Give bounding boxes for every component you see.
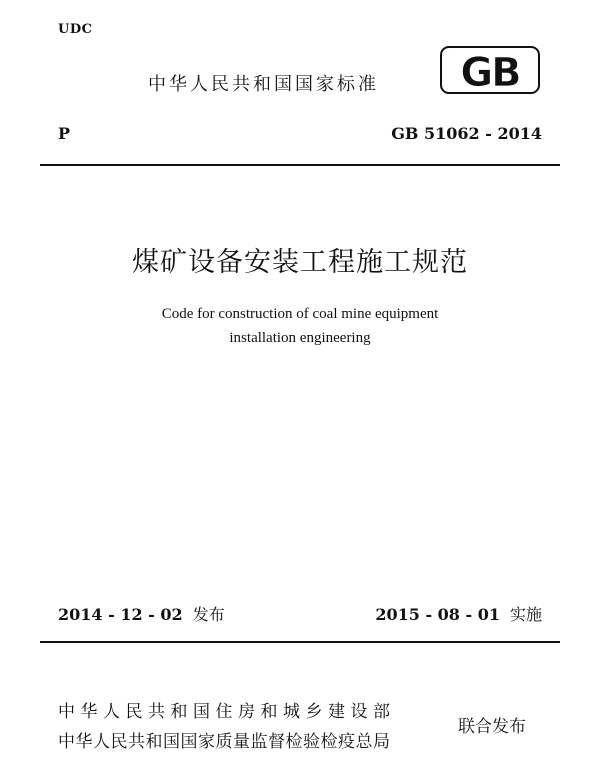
publisher-1: 中华人民共和国住房和城乡建设部 (58, 702, 396, 722)
title-chinese: 煤矿设备安装工程施工规范 (132, 247, 468, 278)
category-code: P (58, 124, 71, 143)
title-english-line-2: installation engineering (229, 330, 371, 346)
standard-type: 中华人民共和国国家标准 (148, 74, 379, 95)
bottom-divider (40, 641, 560, 643)
standard-number: GB 51062 - 2014 (391, 124, 542, 143)
implementation-date-block (375, 602, 542, 625)
title-english-line-1: Code for construction of coal mine equipment (161, 306, 439, 322)
gb-logo-text: GB (460, 50, 520, 94)
issue-label: 发布 (192, 605, 225, 624)
gb-logo (440, 46, 540, 94)
joint-release-label: 联合发布 (458, 717, 526, 737)
udc-label: UDC (58, 22, 93, 37)
implementation-label: 实施 (509, 605, 542, 624)
issue-date: 2014 - 12 - 02 (58, 605, 183, 624)
issue-date-block (58, 602, 225, 625)
title-english (0, 302, 600, 350)
implementation-date: 2015 - 08 - 01 (375, 605, 500, 624)
top-divider (40, 164, 560, 166)
publisher-2: 中华人民共和国国家质量监督检验检疫总局 (58, 732, 391, 752)
